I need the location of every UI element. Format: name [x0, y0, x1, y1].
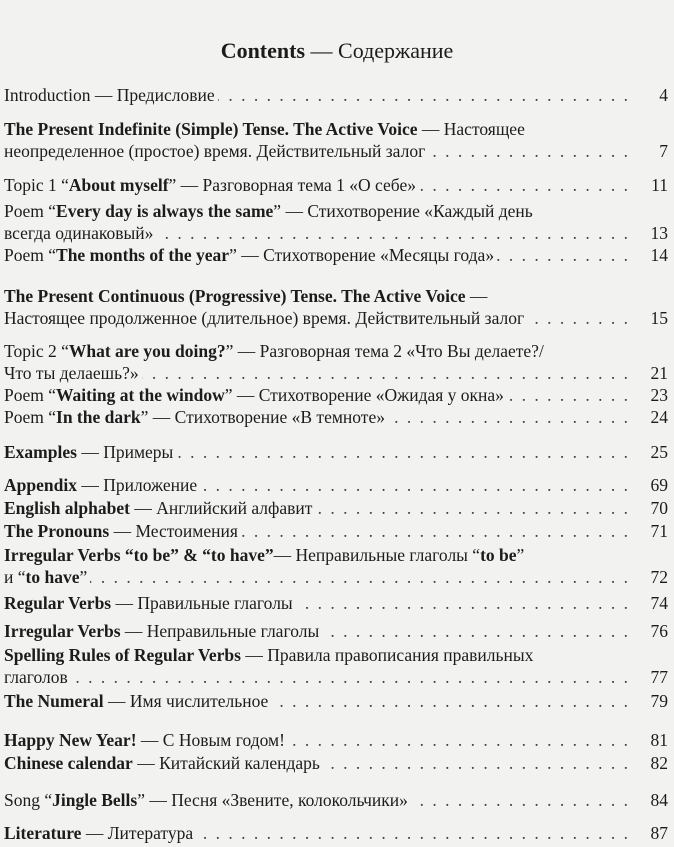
page-number: 11 [634, 174, 668, 196]
toc-entry[interactable] [4, 362, 670, 384]
toc-entry-title: Настоящее продолженное (длительное) время. Действительный залог [4, 307, 527, 329]
toc-entry[interactable] [4, 566, 670, 588]
page-number: 82 [634, 752, 668, 774]
toc-entry-title: глаголов [4, 666, 71, 688]
toc-entry-title: Regular Verbs — Правильные глаголы [4, 592, 296, 614]
toc-entry-title: всегда одинаковый» [4, 222, 156, 244]
toc-entry-line1: The Present Continuous (Progressive) Tense. The Active Voice — [4, 286, 488, 306]
page-number: 13 [634, 222, 668, 244]
page-number: 74 [634, 592, 668, 614]
toc-entry-title: Introduction — Предисловие [4, 84, 218, 106]
toc-entry[interactable] [4, 406, 670, 428]
toc-entry-title: и “to have” [4, 566, 90, 588]
toc-entry-line1: Poem “Every day is always the same” — Стихотворение «Каждый день [4, 201, 533, 221]
toc-entry[interactable] [4, 140, 670, 162]
toc-entry[interactable] [4, 789, 670, 811]
toc-entry-title: Chinese calendar — Китайский календарь [4, 752, 323, 774]
toc-entry-title: Poem “In the dark” — Стихотворение «В темноте» [4, 406, 388, 428]
toc-entry-title: Irregular Verbs — Неправильные глаголы [4, 620, 322, 642]
page-number: 7 [634, 140, 668, 162]
page-number: 70 [634, 497, 668, 519]
toc-entry-line1: Topic 2 “What are you doing?” — Разговорная тема 2 «Что Вы делаете?/ [4, 341, 544, 361]
toc-entry[interactable] [4, 666, 670, 688]
toc-entry-title: The Pronouns — Местоимения [4, 520, 241, 542]
toc-entry-line1: Irregular Verbs “to be” & “to have”— Неправильные глаголы “to be” [4, 545, 525, 565]
page-number: 25 [634, 441, 668, 463]
toc-entry-title: Happy New Year! — С Новым годом! [4, 729, 288, 751]
page-number: 23 [634, 384, 668, 406]
toc-entry[interactable] [4, 729, 670, 751]
toc-entry[interactable] [4, 620, 670, 642]
page-number: 87 [634, 822, 668, 844]
toc-entry-title: Poem “Waiting at the window” — Стихотворение «Ожидая у окна» [4, 384, 507, 406]
toc-entry[interactable] [4, 244, 670, 266]
toc-entry-line1: The Present Indefinite (Simple) Tense. The Active Voice — Настоящее [4, 119, 525, 139]
toc-entry-title: Song “Jingle Bells” — Песня «Звените, колокольчики» [4, 789, 411, 811]
toc-entry[interactable] [4, 307, 670, 329]
page-number: 21 [634, 362, 668, 384]
toc-entry[interactable] [4, 822, 670, 844]
leader-dots [4, 666, 630, 688]
toc-entry[interactable] [4, 690, 670, 712]
page-number: 15 [634, 307, 668, 329]
toc-entry-title: Topic 1 “About myself” — Разговорная тема 1 «О себе» [4, 174, 419, 196]
toc-entry[interactable] [4, 592, 670, 614]
toc-entry-line1: Spelling Rules of Regular Verbs — Правила правописания правильных [4, 645, 534, 665]
toc-entry-title: Poem “The months of the year” — Стихотворение «Месяцы года» [4, 244, 497, 266]
table-of-contents [4, 0, 670, 847]
page-number: 14 [634, 244, 668, 266]
toc-entry[interactable] [4, 520, 670, 542]
page-number: 69 [634, 474, 668, 496]
page-number: 4 [634, 84, 668, 106]
toc-entry-title: The Numeral — Имя числительное [4, 690, 271, 712]
page-number: 76 [634, 620, 668, 642]
toc-entry-title: неопределенное (простое) время. Действительный залог [4, 140, 428, 162]
page-number: 72 [634, 566, 668, 588]
toc-entry-title: Что ты делаешь?» [4, 362, 142, 384]
page-number: 71 [634, 520, 668, 542]
toc-entry-title: Examples — Примеры [4, 441, 176, 463]
toc-entry[interactable] [4, 84, 670, 106]
toc-entry-title: English alphabet — Английский алфавит [4, 497, 315, 519]
page-title: Contents — Содержание [220, 38, 454, 63]
page-number: 24 [634, 406, 668, 428]
page-number: 77 [634, 666, 668, 688]
toc-entry[interactable] [4, 441, 670, 463]
page-number: 84 [634, 789, 668, 811]
toc-entry-title: Literature — Литература [4, 822, 196, 844]
leader-dots [4, 566, 630, 588]
page-number: 81 [634, 729, 668, 751]
toc-entry[interactable] [4, 474, 670, 496]
toc-entry[interactable] [4, 222, 670, 244]
toc-entry-title: Appendix — Приложение [4, 474, 200, 496]
toc-entry[interactable] [4, 174, 670, 196]
page-number: 79 [634, 690, 668, 712]
toc-entry[interactable] [4, 752, 670, 774]
toc-entry[interactable] [4, 497, 670, 519]
toc-entry[interactable] [4, 384, 670, 406]
